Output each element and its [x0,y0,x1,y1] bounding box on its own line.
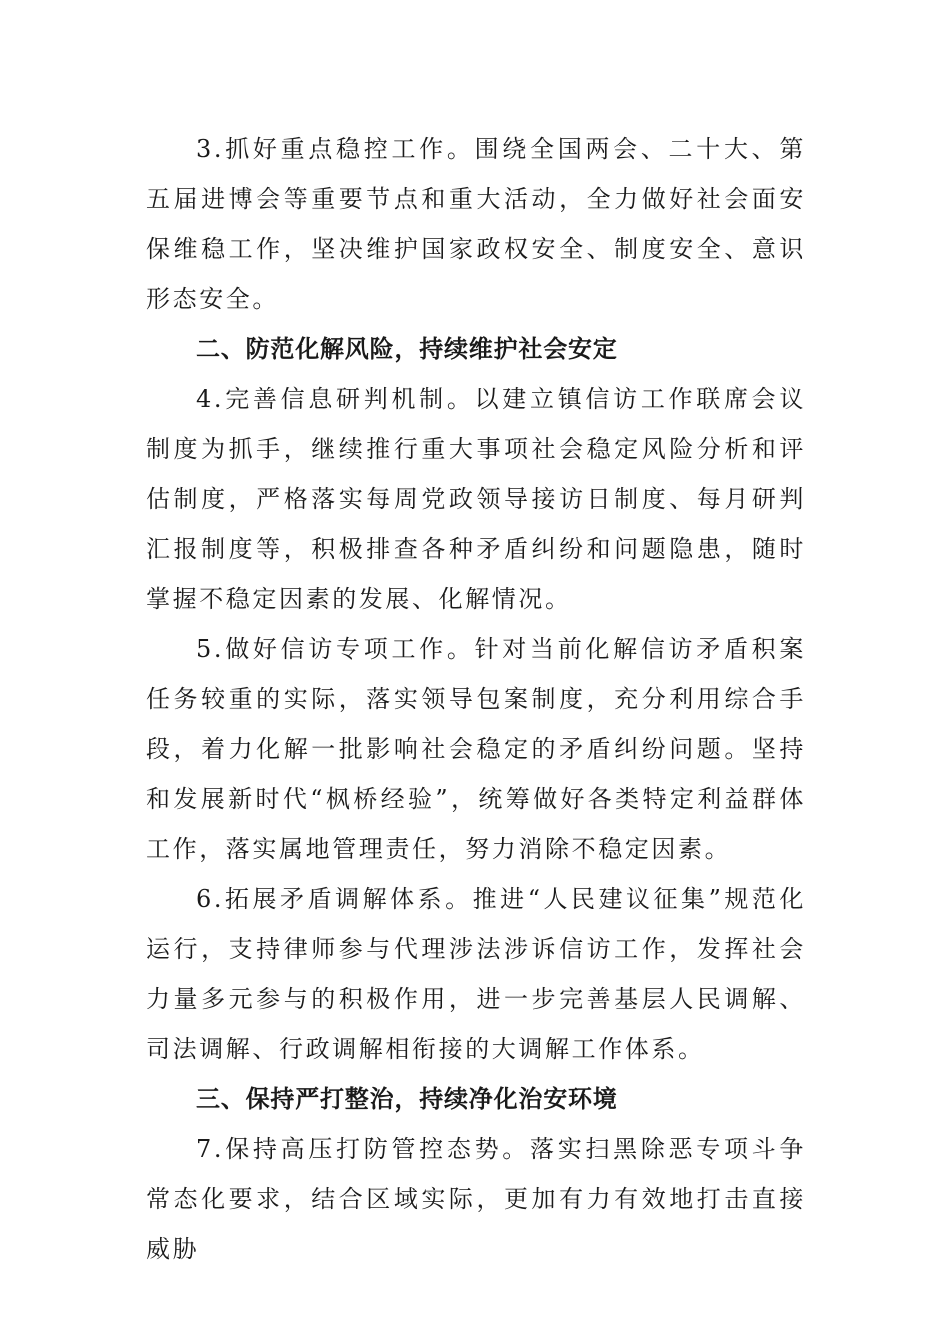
paragraph-item-3: 3.抓好重点稳控工作。围绕全国两会、二十大、第五届进博会等重要节点和重大活动，全力做好社会面安保维稳工作，坚决维护国家政权安全、制度安全、意识形态安全。 [146,135,806,313]
paragraph-item-5: 5.做好信访专项工作。针对当前化解信访矛盾积案任务较重的实际，落实领导包案制度，充分利用综合手段，着力化解一批影响社会稳定的矛盾纠纷问题。坚持和发展新时代“枫桥经验”，统筹做好各类特定利益群体工作，落实属地管理责任，努力消除不稳定因素。 [146,635,806,863]
section-heading-3: 三、保持严打整治，持续净化治安环境 [196,1085,618,1113]
section-heading-2: 二、防范化解风险，持续维护社会安定 [196,335,618,363]
paragraph-item-7: 7.保持高压打防管控态势。落实扫黑除恶专项斗争常态化要求，结合区域实际，更加有力有效地打击直接威胁 [146,1135,806,1263]
document-page [146,124,806,1274]
paragraph-item-4: 4.完善信息研判机制。以建立镇信访工作联席会议制度为抓手，继续推行重大事项社会稳定风险分析和评估制度，严格落实每周党政领导接访日制度、每月研判汇报制度等，积极排查各种矛盾纠纷和问题隐患，随时掌握不稳定因素的发展、化解情况。 [146,385,806,613]
paragraph-item-6: 6.拓展矛盾调解体系。推进“人民建议征集”规范化运行，支持律师参与代理涉法涉诉信访工作，发挥社会力量多元参与的积极作用，进一步完善基层人民调解、司法调解、行政调解相衔接的大调解工作体系。 [146,885,806,1063]
